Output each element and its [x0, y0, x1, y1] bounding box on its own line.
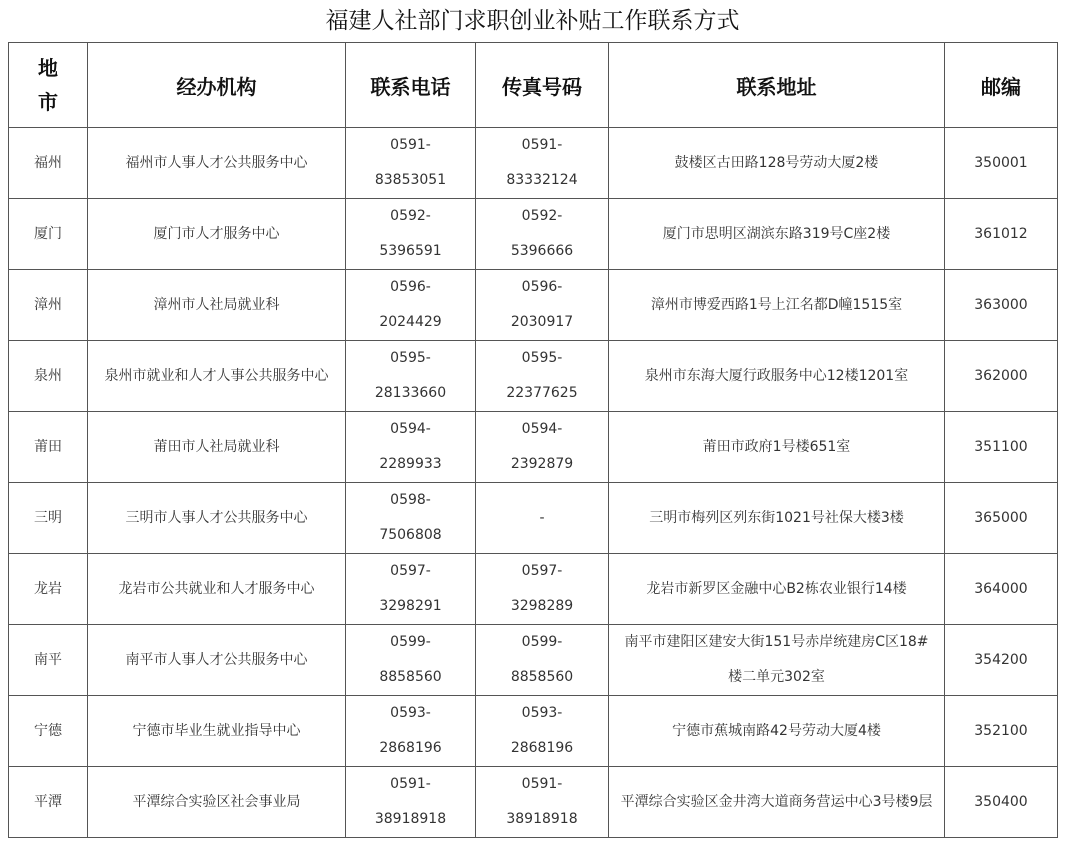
cell-city: 漳州	[9, 270, 88, 341]
table-row	[9, 767, 1058, 838]
header-city-line1: 地	[38, 56, 58, 80]
fax-area-code: 0591-	[521, 137, 563, 153]
cell-address: 厦门市思明区湖滨东路319号C座2楼	[609, 199, 945, 270]
cell-fax	[476, 199, 609, 270]
cell-fax	[476, 767, 609, 838]
cell-city: 莆田	[9, 412, 88, 483]
phone-number: 2289933	[379, 456, 442, 472]
header-city-line2: 市	[38, 90, 58, 114]
phone-area-code: 0591-	[390, 137, 431, 153]
header-phone: 联系电话	[346, 43, 476, 128]
table-row	[9, 696, 1058, 767]
fax-number: 2392879	[510, 456, 574, 472]
fax-number: 38918918	[506, 811, 578, 827]
cell-postcode: 350001	[945, 128, 1058, 199]
cell-phone	[346, 767, 476, 838]
cell-fax	[476, 341, 609, 412]
fax-area-code: -	[539, 509, 545, 526]
fax-number: 83332124	[506, 172, 578, 188]
cell-phone	[346, 625, 476, 696]
cell-address: 平潭综合实验区金井湾大道商务营运中心3号楼9层	[609, 767, 945, 838]
table-row	[9, 483, 1058, 554]
cell-fax	[476, 270, 609, 341]
phone-number: 83853051	[374, 172, 447, 188]
cell-fax	[476, 128, 609, 199]
fax-number: 3298289	[510, 598, 574, 614]
cell-city: 南平	[9, 625, 88, 696]
table-row	[9, 270, 1058, 341]
cell-address: 宁德市蕉城南路42号劳动大厦4楼	[609, 696, 945, 767]
cell-postcode: 365000	[945, 483, 1058, 554]
cell-phone	[346, 554, 476, 625]
cell-postcode: 351100	[945, 412, 1058, 483]
table-row	[9, 341, 1058, 412]
cell-postcode: 362000	[945, 341, 1058, 412]
phone-area-code: 0597-	[390, 563, 431, 579]
fax-number: 22377625	[506, 385, 578, 401]
cell-fax	[476, 412, 609, 483]
phone-number: 38918918	[374, 811, 447, 827]
cell-phone	[346, 341, 476, 412]
cell-city: 泉州	[9, 341, 88, 412]
fax-number: 5396666	[510, 243, 574, 259]
cell-phone	[346, 483, 476, 554]
phone-area-code: 0598-	[390, 492, 431, 508]
cell-address: 三明市梅列区列东街1021号社保大楼3楼	[609, 483, 945, 554]
fax-number: 8858560	[510, 669, 574, 685]
fax-area-code: 0592-	[521, 208, 563, 224]
fax-area-code: 0594-	[521, 421, 563, 437]
fax-area-code: 0593-	[521, 705, 563, 721]
cell-phone	[346, 412, 476, 483]
cell-phone	[346, 270, 476, 341]
cell-postcode: 364000	[945, 554, 1058, 625]
header-address: 联系地址	[609, 43, 945, 128]
table-row	[9, 625, 1058, 696]
cell-postcode: 363000	[945, 270, 1058, 341]
fax-area-code: 0591-	[521, 776, 563, 792]
header-city	[9, 43, 88, 128]
cell-city: 宁德	[9, 696, 88, 767]
phone-area-code: 0592-	[390, 208, 431, 224]
fax-area-code: 0597-	[521, 563, 563, 579]
phone-number: 3298291	[379, 598, 442, 614]
cell-org: 三明市人事人才公共服务中心	[88, 483, 346, 554]
cell-fax	[476, 554, 609, 625]
cell-address: 南平市建阳区建安大街151号赤岸统建房C区18#楼二单元302室	[609, 625, 945, 696]
phone-area-code: 0594-	[390, 421, 431, 437]
cell-org: 南平市人事人才公共服务中心	[88, 625, 346, 696]
phone-number: 2024429	[379, 314, 442, 330]
cell-postcode: 352100	[945, 696, 1058, 767]
cell-city: 厦门	[9, 199, 88, 270]
fax-number: 2868196	[510, 740, 574, 756]
phone-number: 28133660	[374, 385, 447, 401]
table-row	[9, 412, 1058, 483]
fax-number: 2030917	[510, 314, 574, 330]
page-title: 福建人社部门求职创业补贴工作联系方式	[325, 8, 740, 34]
phone-area-code: 0599-	[390, 634, 431, 650]
cell-address: 漳州市博爱西路1号上江名都D幢1515室	[609, 270, 945, 341]
cell-address: 泉州市东海大厦行政服务中心12楼1201室	[609, 341, 945, 412]
table-row	[9, 199, 1058, 270]
cell-org: 莆田市人社局就业科	[88, 412, 346, 483]
cell-org: 厦门市人才服务中心	[88, 199, 346, 270]
phone-area-code: 0596-	[390, 279, 431, 295]
cell-org: 福州市人事人才公共服务中心	[88, 128, 346, 199]
phone-number: 2868196	[379, 740, 442, 756]
cell-org: 平潭综合实验区社会事业局	[88, 767, 346, 838]
cell-org: 泉州市就业和人才人事公共服务中心	[88, 341, 346, 412]
phone-number: 7506808	[379, 527, 442, 543]
cell-postcode: 350400	[945, 767, 1058, 838]
cell-postcode: 354200	[945, 625, 1058, 696]
cell-address: 莆田市政府1号楼651室	[609, 412, 945, 483]
phone-number: 8858560	[379, 669, 442, 685]
fax-area-code: 0595-	[521, 350, 563, 366]
cell-org: 龙岩市公共就业和人才服务中心	[88, 554, 346, 625]
header-row	[9, 43, 1058, 128]
header-fax: 传真号码	[476, 43, 609, 128]
cell-org: 漳州市人社局就业科	[88, 270, 346, 341]
cell-city: 平潭	[9, 767, 88, 838]
header-org: 经办机构	[88, 43, 346, 128]
header-postcode: 邮编	[945, 43, 1058, 128]
cell-city: 三明	[9, 483, 88, 554]
cell-phone	[346, 696, 476, 767]
phone-area-code: 0593-	[390, 705, 431, 721]
cell-address: 鼓楼区古田路128号劳动大厦2楼	[609, 128, 945, 199]
cell-phone	[346, 128, 476, 199]
cell-postcode: 361012	[945, 199, 1058, 270]
cell-org: 宁德市毕业生就业指导中心	[88, 696, 346, 767]
phone-number: 5396591	[379, 243, 442, 259]
table-body	[9, 128, 1058, 838]
cell-city: 福州	[9, 128, 88, 199]
phone-area-code: 0595-	[390, 350, 431, 366]
fax-area-code: 0599-	[521, 634, 563, 650]
cell-phone	[346, 199, 476, 270]
fax-area-code: 0596-	[521, 279, 563, 295]
cell-city: 龙岩	[9, 554, 88, 625]
cell-fax	[476, 483, 609, 554]
cell-fax	[476, 696, 609, 767]
table-row	[9, 554, 1058, 625]
table-row	[9, 128, 1058, 199]
phone-area-code: 0591-	[390, 776, 431, 792]
contacts-table	[8, 42, 1058, 838]
cell-address: 龙岩市新罗区金融中心B2栋农业银行14楼	[609, 554, 945, 625]
cell-fax	[476, 625, 609, 696]
